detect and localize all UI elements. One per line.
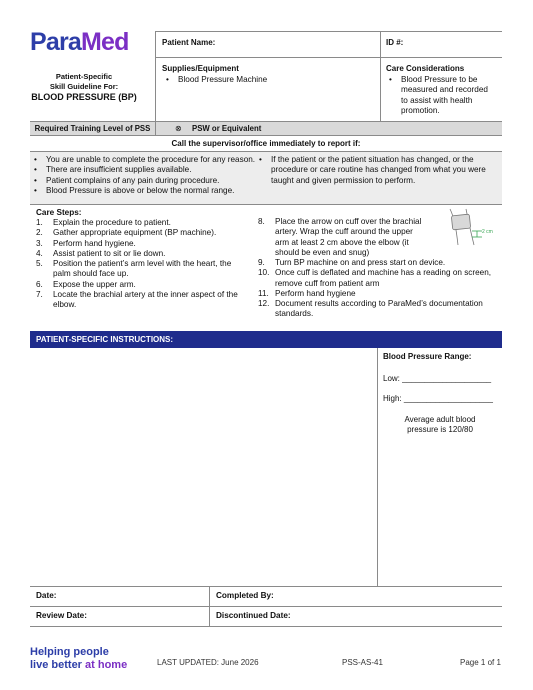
low-field[interactable]: Low: ____________________ <box>383 374 492 383</box>
step-item: 3. Perform hand hygiene. <box>36 238 136 248</box>
supplies-section <box>155 58 380 121</box>
patient-name-label: Patient Name: <box>162 38 216 47</box>
circle-x-icon: ⊗ <box>175 124 182 133</box>
care-steps-title: Care Steps: <box>36 208 82 217</box>
step-item: 7. Locate the brachial artery at the inner aspect of the elbow. <box>36 289 238 309</box>
step-item: 12. Document results according to ParaMed’s documentation standards. <box>258 299 483 319</box>
list-item: • Blood Pressure to be measured and recorded to assist with health promotion. <box>387 75 495 116</box>
bp-cuff-illustration <box>444 207 500 247</box>
step-item: 8. Place the arrow on cuff over the brachial artery. Wrap the cuff around the upper arm at least 2 cm above the elbow (it should be even and snug) <box>258 217 422 257</box>
care-steps-section <box>30 205 502 331</box>
bp-panel-bottom-border <box>377 348 502 587</box>
review-row <box>30 607 502 627</box>
discontinued-date-field[interactable]: Discontinued Date: <box>216 611 291 620</box>
care-considerations-list <box>387 75 495 116</box>
review-date-field[interactable]: Review Date: <box>30 607 210 626</box>
step-item: 11. Perform hand hygiene <box>258 288 356 298</box>
care-steps-left <box>36 218 248 310</box>
last-updated: LAST UPDATED: June 2026 <box>157 658 259 667</box>
list-item: • Blood Pressure is above or below the normal range. <box>32 186 262 196</box>
header-grid <box>155 31 502 121</box>
page-number: Page 1 of 1 <box>460 658 501 667</box>
list-item: • You are unable to complete the procedure for any reason. <box>32 155 262 165</box>
step-item: 10. Once cuff is deflated and machine has a reading on screen, remove cuff from patient arm <box>258 268 492 288</box>
report-title: Call the supervisor/office immediately to report if: <box>30 136 502 152</box>
step-item: 9. Turn BP machine on and press start on device. <box>258 258 446 267</box>
id-field[interactable] <box>380 31 502 58</box>
list-item: • Patient complains of any pain during procedure. <box>32 176 262 186</box>
average-bp-note: Average adult blood pressure is 120/80 <box>404 415 476 434</box>
step-item: 1. Explain the procedure to patient. <box>36 218 171 227</box>
instructions-banner: PATIENT-SPECIFIC INSTRUCTIONS: <box>30 331 502 348</box>
supplies-label: Supplies/Equipment <box>162 64 239 73</box>
report-list-left <box>32 155 262 196</box>
completed-by-field[interactable]: Completed By: <box>216 591 274 600</box>
report-list-right <box>257 155 499 186</box>
list-item: • Blood Pressure Machine <box>164 75 364 85</box>
date-field[interactable]: Date: <box>30 587 210 606</box>
paramed-logo: ParaMed <box>30 28 129 56</box>
training-label: Required Training Level of PSS <box>30 122 156 136</box>
care-considerations-section <box>380 58 502 121</box>
two-cm-label: 2 cm <box>482 229 493 235</box>
list-item: • If the patient or the patient situation has changed, or the procedure or care routine has changed from what you were taught and given permission to perform. <box>257 155 499 186</box>
list-item: • There are insufficient supplies available. <box>32 165 262 175</box>
arm-cuff-icon <box>444 207 500 247</box>
training-value: PSW or Equivalent <box>192 124 262 133</box>
patient-name-field[interactable] <box>155 31 380 58</box>
bp-range-title: Blood Pressure Range: <box>383 352 472 361</box>
step-item: 4. Assist patient to sit or lie down. <box>36 248 166 258</box>
document-code: PSS-AS-41 <box>342 658 383 667</box>
date-row <box>30 587 502 607</box>
training-row <box>30 121 502 136</box>
high-field[interactable]: High: ____________________ <box>383 394 493 403</box>
step-item: 2. Gather appropriate equipment (BP machine). <box>36 228 217 238</box>
step-item: 5. Position the patient’s arm level with the heart, the palm should face up. <box>36 259 232 279</box>
guideline-title: Patient-Specific Skill Guideline For: BLOOD PRESSURE (BP) <box>31 72 137 102</box>
footer-slogan: Helping people live better at home <box>30 646 128 671</box>
instructions-area[interactable] <box>30 348 377 587</box>
id-label: ID #: <box>386 38 404 47</box>
report-conditions <box>30 152 502 205</box>
supplies-list <box>164 75 364 85</box>
care-considerations-label: Care Considerations <box>386 64 465 73</box>
step-item: 6. Expose the upper arm. <box>36 279 136 289</box>
